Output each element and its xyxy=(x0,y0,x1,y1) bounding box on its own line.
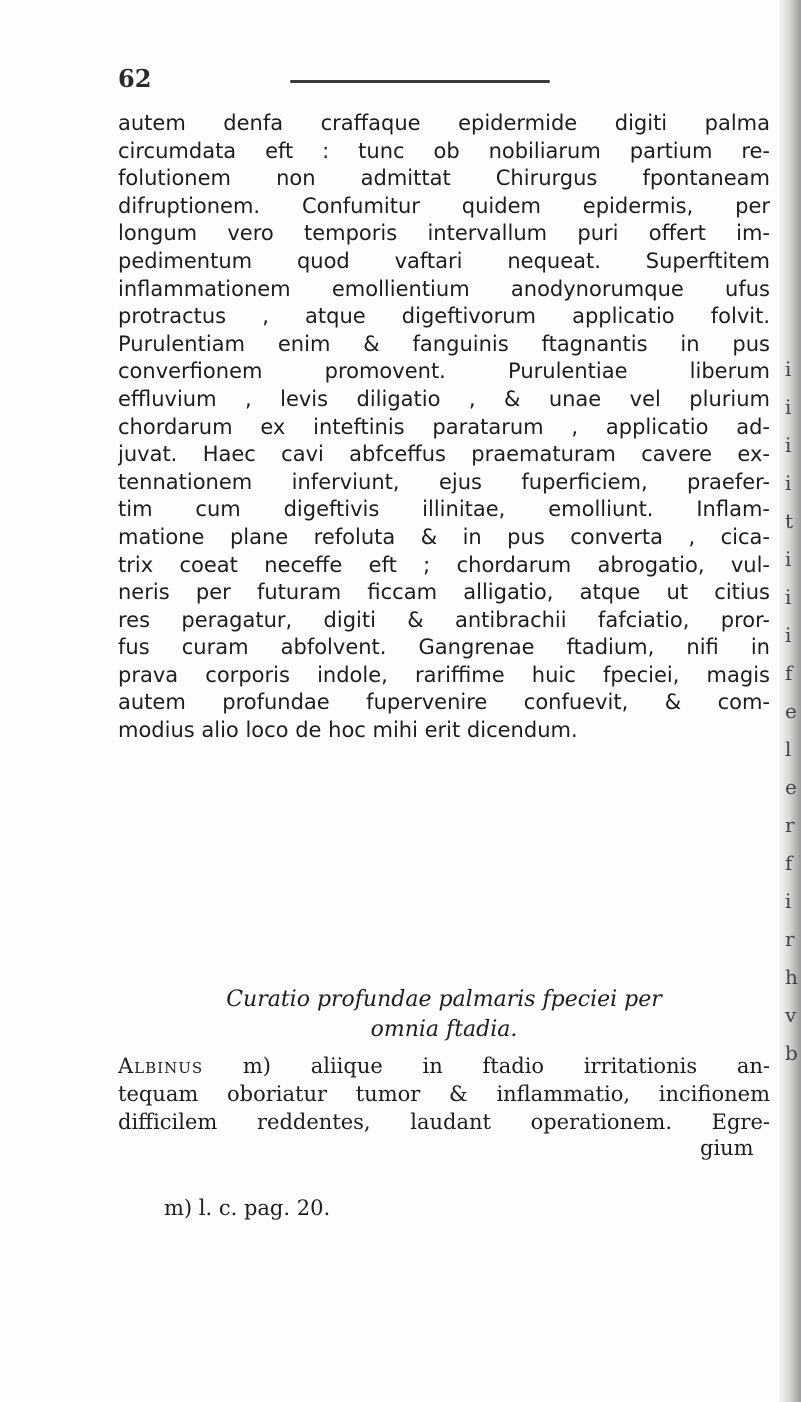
paragraph-line: longum vero temporis intervallum puri offert im- xyxy=(118,221,770,246)
paragraph-line: folutionem non admittat Chirurgus fpontaneam xyxy=(118,166,770,191)
facing-page-letter: i xyxy=(785,547,792,571)
facing-page-letter: l xyxy=(785,737,792,761)
facing-page-letter: i xyxy=(785,585,792,609)
facing-page-edge xyxy=(779,0,801,1402)
paragraph-line xyxy=(118,1052,770,1080)
paragraph-line: juvat. Haec cavi abfceffus praematuram cavere ex- xyxy=(118,442,770,467)
paragraph-line: fus curam abfolvent. Gangrenae ftadium, nifi in xyxy=(118,635,770,660)
header-rule xyxy=(290,80,550,83)
paragraph-line: effluvium , levis diligatio , & unae vel plurium xyxy=(118,386,770,411)
facing-page-letter: e xyxy=(785,699,797,723)
section-heading-line-1: Curatio profundae palmaris fpeciei per xyxy=(226,987,662,1012)
second-paragraph xyxy=(118,1052,770,1136)
facing-page-letter: i xyxy=(785,357,792,381)
facing-page-letter: i xyxy=(785,623,792,647)
facing-page-letter: r xyxy=(785,813,795,837)
paragraph-line: autem profundae fupervenire confuevit, & com- xyxy=(118,690,770,715)
paragraph-line: Purulentiam enim & fanguinis ftagnantis in pus xyxy=(118,331,770,356)
paragraph-line: difruptionem. Confumitur quidem epidermis, per xyxy=(118,193,770,218)
paragraph-line: tequam oboriatur tumor & inflammatio, incifionem xyxy=(118,1082,770,1106)
paragraph-line: trix coeat neceffe eft ; chordarum abrogatio, vul- xyxy=(118,552,770,577)
paragraph-line: difficilem reddentes, laudant operationem. Egre- xyxy=(118,1110,770,1134)
catchword: gium xyxy=(700,1136,754,1160)
paragraph-line: modius alio loco de hoc mihi erit dicendum. xyxy=(118,718,578,743)
facing-page-letter: e xyxy=(785,775,797,799)
facing-page-letters xyxy=(785,350,797,1072)
facing-page-letter: f xyxy=(785,661,793,685)
paragraph-line: matione plane refoluta & in pus converta , cica- xyxy=(118,524,770,549)
facing-page-letter: b xyxy=(785,1041,798,1065)
facing-page-letter: h xyxy=(785,965,798,989)
paragraph-line: chordarum ex inteftinis paratarum , applicatio ad- xyxy=(118,414,770,439)
paragraph-line: tennationem inferviunt, ejus fuperficiem, praefer- xyxy=(118,469,770,494)
section-heading xyxy=(118,985,770,1045)
paragraph-line: tim cum digeftivis illinitae, emolliunt. Inflam- xyxy=(118,497,770,522)
paragraph-line: prava corporis indole, rariffime huic fpeciei, magis xyxy=(118,662,770,687)
facing-page-letter: i xyxy=(785,395,792,419)
paragraph-line: autem denfa craffaque epidermide digiti palma xyxy=(118,111,770,135)
main-paragraph xyxy=(118,110,770,745)
paragraph-line: res peragatur, digiti & antibrachii fafciatio, pror- xyxy=(118,607,770,632)
facing-page-letter: i xyxy=(785,433,792,457)
facing-page-letter: f xyxy=(785,851,793,875)
paragraph-line: pedimentum quod vaftari nequeat. Superftitem xyxy=(118,248,770,273)
facing-page-letter: t xyxy=(785,509,794,533)
section-heading-line-2: omnia ftadia. xyxy=(370,1017,518,1042)
author-name: Albinus xyxy=(118,1054,204,1078)
paragraph-line: inflammationem emollientium anodynorumque ufus xyxy=(118,276,770,301)
facing-page-letter: v xyxy=(785,1003,797,1027)
facing-page-letter: r xyxy=(785,927,795,951)
paragraph-line: circumdata eft : tunc ob nobiliarum partium re- xyxy=(118,138,770,163)
facing-page-letter: i xyxy=(785,471,792,495)
paragraph-line-text: m) aliique in ftadio irritationis an- xyxy=(203,1054,770,1078)
footnote: m) l. c. pag. 20. xyxy=(164,1196,331,1220)
paragraph-line: protractus , atque digeftivorum applicatio folvit. xyxy=(118,304,770,329)
facing-page-letter: i xyxy=(785,889,792,913)
page-number: 62 xyxy=(118,64,152,93)
paragraph-line: neris per futuram ficcam alligatio, atque ut citius xyxy=(118,580,770,605)
paragraph-line: converfionem promovent. Purulentiae liberum xyxy=(118,359,770,384)
